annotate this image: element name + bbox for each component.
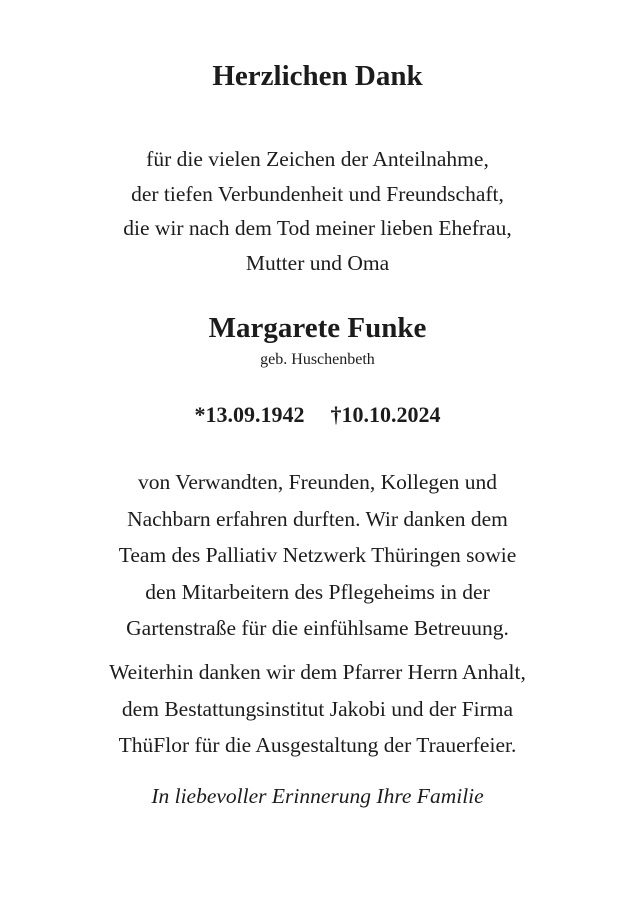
closing-signature: In liebevoller Erinnerung Ihre Familie xyxy=(151,784,484,808)
deceased-name: Margarete Funke xyxy=(208,312,427,344)
notice-title: Herzlichen Dank xyxy=(212,60,423,92)
further-thanks-line: ThüFlor für die Ausgestaltung der Trauerfeier. xyxy=(118,733,517,757)
maiden-name: geb. Huschenbeth xyxy=(260,351,375,368)
death-date: †10.10.2024 xyxy=(330,402,441,427)
further-thanks-paragraph xyxy=(0,654,635,764)
acknowledgement-line: von Verwandten, Freunden, Kollegen und xyxy=(137,470,498,494)
further-thanks-line: Weiterhin danken wir dem Pfarrer Herrn Anhalt, xyxy=(109,660,526,684)
acknowledgement-line: Team des Palliativ Netzwerk Thüringen sowie xyxy=(118,543,517,567)
further-thanks-line: dem Bestattungsinstitut Jakobi und der Firma xyxy=(121,696,514,721)
acknowledgement-paragraph xyxy=(0,464,635,647)
birth-date: *13.09.1942 xyxy=(194,402,305,427)
acknowledgement-line: Gartenstraße für die einfühlsame Betreuung. xyxy=(126,616,509,640)
acknowledgement-line: Nachbarn erfahren durften. Wir danken dem xyxy=(127,506,508,531)
intro-paragraph xyxy=(0,142,635,280)
intro-line: der tiefen Verbundenheit und Freundschaft, xyxy=(131,181,504,206)
intro-line: Mutter und Oma xyxy=(245,250,390,275)
intro-line: die wir nach dem Tod meiner lieben Ehefrau, xyxy=(123,216,512,240)
intro-line: für die vielen Zeichen der Anteilnahme, xyxy=(146,147,489,171)
acknowledgement-line: den Mitarbeitern des Pflegeheims in der xyxy=(145,579,490,604)
life-dates xyxy=(0,400,635,430)
